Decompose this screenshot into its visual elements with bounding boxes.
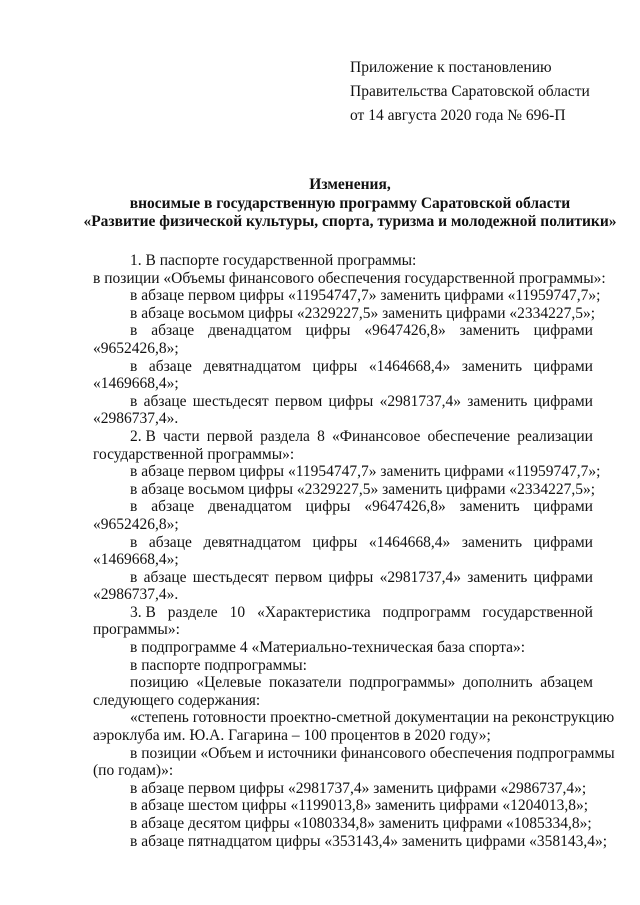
word: первом bbox=[274, 568, 323, 586]
section-1-item-1: в абзаце первом цифры «11954747,7» заменить цифрами «11959747,7»; bbox=[130, 287, 601, 305]
word: «9647426,8» bbox=[364, 498, 446, 516]
word: цифры bbox=[305, 498, 351, 516]
word: «2981737,4» bbox=[379, 392, 461, 410]
word: шестьдесят bbox=[192, 392, 269, 410]
word: цифрами bbox=[533, 568, 593, 586]
word: цифры bbox=[312, 357, 358, 375]
word: цифры bbox=[305, 322, 351, 340]
word: заменить bbox=[459, 498, 520, 516]
word: разделе bbox=[167, 603, 218, 621]
word: «Финансовое bbox=[331, 427, 421, 445]
section-1-item-3 bbox=[93, 322, 593, 340]
section-3-heading-end: программы»: bbox=[93, 621, 180, 639]
section-3-item-2: в абзаце шестом цифры «1199013,8» заменить цифрами «1204013,8»; bbox=[130, 797, 589, 815]
section-1-item-5 bbox=[93, 393, 593, 411]
word: в bbox=[130, 568, 138, 586]
section-3-target bbox=[93, 674, 593, 692]
word: абзаце bbox=[151, 322, 195, 340]
word: «2981737,4» bbox=[379, 568, 461, 586]
appendix-header-line-3: от 14 августа 2020 года № 696-П bbox=[350, 107, 566, 124]
section-2-item-3-end: «9652426,8»; bbox=[93, 515, 179, 533]
word: цифры bbox=[312, 533, 358, 551]
word: первом bbox=[274, 392, 323, 410]
section-2-item-5 bbox=[93, 569, 593, 587]
appendix-header-line-1: Приложение к постановлению bbox=[350, 59, 552, 76]
word: обеспечение bbox=[427, 427, 511, 445]
word: государственной bbox=[482, 603, 593, 621]
appendix-header bbox=[350, 56, 620, 128]
section-3-volume-line-1: в позиции «Объем и источники финансового обеспечения подпрограммы bbox=[130, 744, 615, 762]
section-2-heading bbox=[93, 428, 593, 446]
word: показатели bbox=[269, 674, 342, 692]
word: в bbox=[130, 533, 138, 551]
section-3-quote-line-1: «степень готовности проектно-сметной документации на реконструкцию bbox=[130, 709, 615, 727]
section-3-item-1: в абзаце первом цифры «2981737,4» заменить цифрами «2986737,4»; bbox=[130, 779, 587, 797]
word: в bbox=[130, 392, 138, 410]
word: 10 bbox=[229, 603, 246, 621]
word: абзаце bbox=[143, 568, 187, 586]
section-1-item-3-end: «9652426,8»; bbox=[93, 339, 179, 357]
word: «9647426,8» bbox=[364, 322, 446, 340]
word: абзаце bbox=[148, 357, 192, 375]
section-3-item-4: в абзаце пятнадцатом цифры «353143,4» заменить цифрами «358143,4»; bbox=[130, 832, 608, 850]
word: заменить bbox=[467, 568, 528, 586]
word: в bbox=[130, 322, 138, 340]
word: цифры bbox=[328, 392, 374, 410]
section-2-item-5-end: «2986737,4». bbox=[93, 586, 179, 604]
word: двенадцатом bbox=[208, 498, 292, 516]
word: «1464668,4» bbox=[368, 357, 451, 375]
word: «1464668,4» bbox=[368, 533, 451, 551]
word: «Характеристика bbox=[257, 603, 371, 621]
section-2-item-4-end: «1469668,4»; bbox=[93, 551, 179, 569]
word: девятнадцатом bbox=[203, 357, 301, 375]
word: цифрами bbox=[533, 322, 593, 340]
section-3-subprogram: в подпрограмме 4 «Материально-техническая база спорта»: bbox=[130, 639, 526, 657]
word: 3. В bbox=[130, 603, 156, 621]
word: «Целевые bbox=[196, 674, 262, 692]
appendix-header-line-2: Правительства Саратовской области bbox=[350, 83, 590, 100]
word: заменить bbox=[461, 533, 523, 551]
word: 8 bbox=[317, 427, 325, 445]
section-3-passport: в паспорте подпрограммы: bbox=[130, 656, 307, 674]
section-3-item-3: в абзаце десятом цифры «1080334,8» заменить цифрами «1085334,8»; bbox=[130, 815, 592, 832]
word: абзацем bbox=[540, 674, 593, 692]
word: заменить bbox=[459, 322, 520, 340]
word: реализации bbox=[517, 427, 593, 445]
word: шестьдесят bbox=[192, 568, 269, 586]
word: цифры bbox=[328, 568, 374, 586]
document-title bbox=[60, 176, 640, 232]
title-line-1: Изменения, bbox=[309, 176, 391, 193]
word: первой bbox=[206, 427, 253, 445]
word: абзаце bbox=[148, 533, 192, 551]
section-2-item-1: в абзаце первом цифры «11954747,7» заменить цифрами «11959747,7»; bbox=[130, 463, 601, 481]
word: абзаце bbox=[151, 498, 195, 516]
word: раздела bbox=[260, 427, 310, 445]
word: дополнить bbox=[462, 674, 533, 692]
word: заменить bbox=[461, 357, 523, 375]
word: подпрограмм bbox=[382, 603, 471, 621]
word: позицию bbox=[130, 674, 189, 692]
word: цифрами bbox=[533, 498, 593, 516]
word: подпрограммы» bbox=[349, 674, 456, 692]
section-2-heading-end: государственной программы»: bbox=[93, 445, 295, 463]
title-line-2: вносимые в государственную программу Саратовской области bbox=[129, 194, 571, 212]
section-1-item-4 bbox=[93, 358, 593, 376]
section-2-item-4 bbox=[93, 534, 593, 552]
section-1-item-4-end: «1469668,4»; bbox=[93, 375, 179, 393]
section-2-item-2: в абзаце восьмом цифры «2329227,5» заменить цифрами «2334227,5»; bbox=[130, 480, 596, 498]
section-2-item-3 bbox=[93, 498, 593, 516]
word: в bbox=[130, 498, 138, 516]
document-body bbox=[93, 252, 615, 850]
section-3-target-end: следующего содержания: bbox=[93, 691, 261, 709]
section-1-position: в позиции «Объемы финансового обеспечения государственной программы»: bbox=[93, 269, 606, 287]
word: в bbox=[130, 357, 138, 375]
section-1-item-2: в абзаце восьмом цифры «2329227,5» заменить цифрами «2334227,5»; bbox=[130, 304, 596, 322]
word: девятнадцатом bbox=[203, 533, 301, 551]
word: заменить bbox=[467, 392, 528, 410]
word: цифрами bbox=[533, 357, 593, 375]
word: цифрами bbox=[533, 533, 593, 551]
section-1-item-5-end: «2986737,4». bbox=[93, 410, 179, 428]
word: цифрами bbox=[533, 392, 593, 410]
title-line-3: «Развитие физической культуры, спорта, туризма и молодежной политики» bbox=[83, 213, 617, 230]
section-3-quote-line-2: аэроклуба им. Ю.А. Гагарина – 100 процентов в 2020 году»; bbox=[93, 727, 491, 745]
section-1-heading: 1. В паспорте государственной программы: bbox=[130, 252, 417, 269]
section-3-heading bbox=[93, 604, 593, 622]
word: абзаце bbox=[143, 392, 187, 410]
word: 2. В bbox=[130, 427, 156, 445]
word: части bbox=[162, 427, 200, 445]
section-3-volume-line-2: (по годам)»: bbox=[93, 762, 174, 780]
word: двенадцатом bbox=[208, 322, 292, 340]
